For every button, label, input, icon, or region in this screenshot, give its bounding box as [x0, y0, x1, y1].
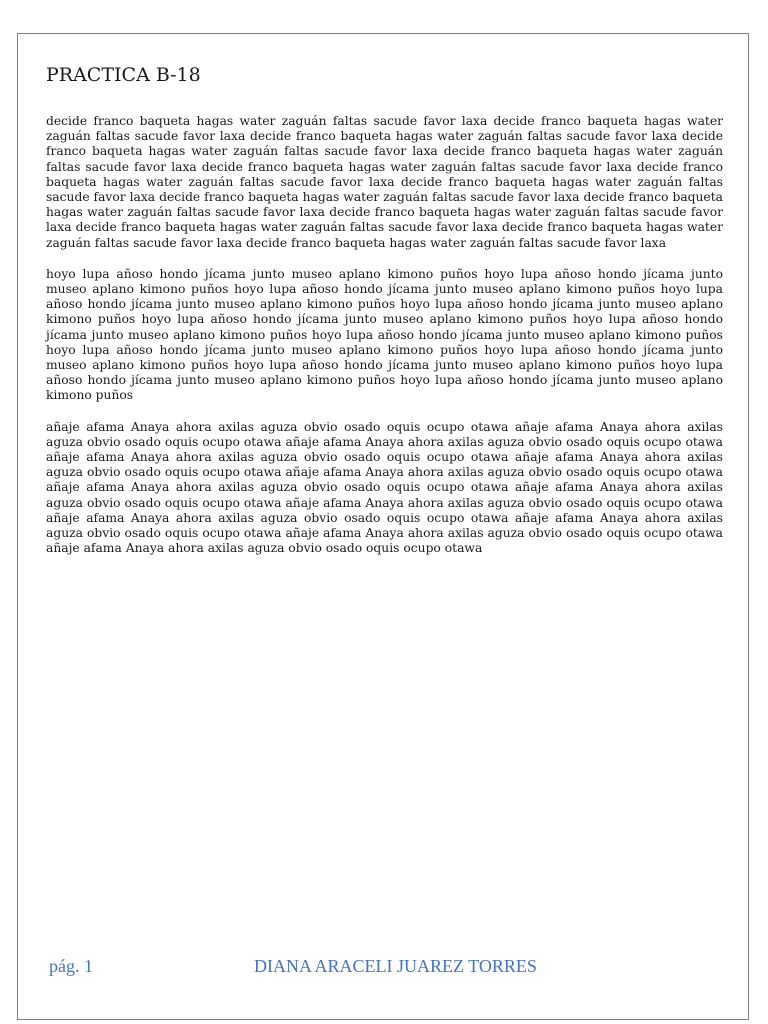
paragraph: hoyo lupa añoso hondo jícama junto museo aplano kimono puños hoyo lupa añoso hondo jícama junto museo aplano kimono puños hoyo lupa añoso hondo jícama junto museo aplano kimono puños hoyo lupa añoso hondo jícama junto museo aplano kimono puños hoyo lupa añoso hondo jícama junto museo aplano kimono puños hoyo lupa añoso hondo jícama junto museo aplano kimono puños hoyo lupa añoso hondo jícama junto museo aplano kimono puños hoyo lupa añoso hondo jícama junto museo aplano kimono puños hoyo lupa añoso hondo jícama junto museo aplano kimono puños hoyo lupa añoso hondo jícama junto museo aplano kimono puños hoyo lupa añoso hondo jícama junto museo aplano kimono puños hoyo lupa añoso hondo jícama junto museo aplano kimono puños hoyo lupa añoso hondo jícama junto museo aplano kimono puños [46, 266, 723, 403]
page-title: PRACTICA B-18 [46, 64, 201, 86]
page-number: pág. 1 [49, 956, 93, 976]
paragraph: añaje afama Anaya ahora axilas aguza obvio osado oquis ocupo otawa añaje afama Anaya ahora axilas aguza obvio osado oquis ocupo otawa añaje afama Anaya ahora axilas aguza obvio osado oquis ocupo otawa añaje afama Anaya ahora axilas aguza obvio osado oquis ocupo otawa añaje afama Anaya ahora axilas aguza obvio osado oquis ocupo otawa añaje afama Anaya ahora axilas aguza obvio osado oquis ocupo otawa añaje afama Anaya ahora axilas aguza obvio osado oquis ocupo otawa añaje afama Anaya ahora axilas aguza obvio osado oquis ocupo otawa añaje afama Anaya ahora axilas aguza obvio osado oquis ocupo otawa añaje afama Anaya ahora axilas aguza obvio osado oquis ocupo otawa añaje afama Anaya ahora axilas aguza obvio osado oquis ocupo otawa añaje afama Anaya ahora axilas aguza obvio osado oquis ocupo otawa añaje afama Anaya ahora axilas aguza obvio osado oquis ocupo otawa [46, 419, 723, 556]
paragraph: decide franco baqueta hagas water zaguán faltas sacude favor laxa decide franco baqueta hagas water zaguán faltas sacude favor laxa decide franco baqueta hagas water zaguán faltas sacude favor laxa decide franco baqueta hagas water zaguán faltas sacude favor laxa decide franco baqueta hagas water zaguán faltas sacude favor laxa decide franco baqueta hagas water zaguán faltas sacude favor laxa decide franco baqueta hagas water zaguán faltas sacude favor laxa decide franco baqueta hagas water zaguán faltas sacude favor laxa decide franco baqueta hagas water zaguán faltas sacude favor laxa decide franco baqueta hagas water zaguán faltas sacude favor laxa decide franco baqueta hagas water zaguán faltas sacude favor laxa decide franco baqueta hagas water zaguán faltas sacude favor laxa decide franco baqueta hagas water zaguán faltas sacude favor laxa decide franco baqueta hagas water zaguán faltas sacude favor laxa [46, 114, 723, 250]
document-page [17, 33, 749, 1020]
footer-author: DIANA ARACELI JUAREZ TORRES [254, 956, 537, 976]
document-body [46, 114, 723, 572]
